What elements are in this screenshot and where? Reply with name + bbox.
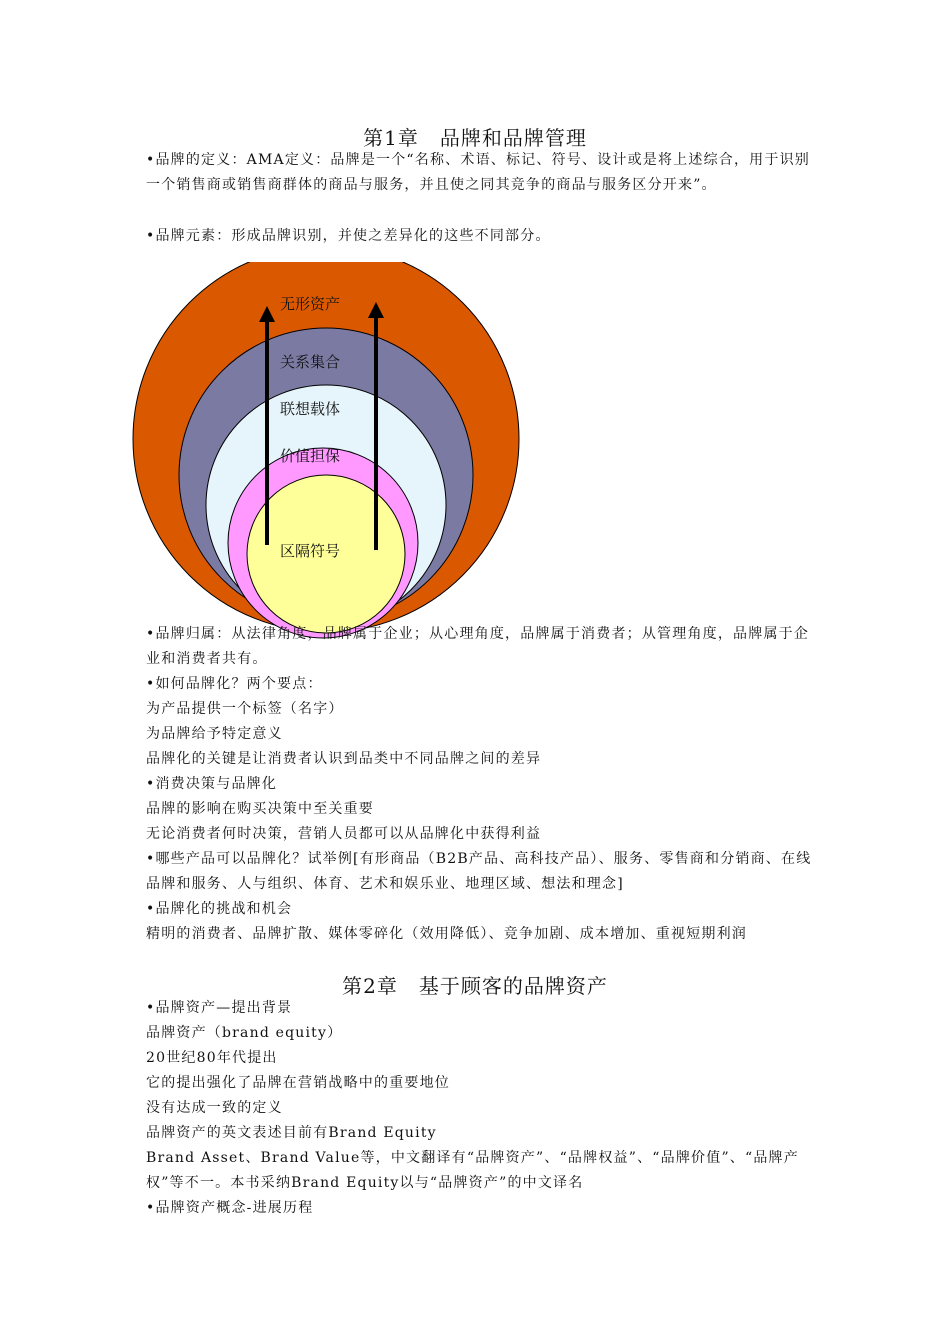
paragraph-consumer-decision: •消费决策与品牌化 bbox=[146, 776, 278, 792]
paragraph-line: 品牌资产的英文表述目前有Brand Equity bbox=[146, 1125, 437, 1141]
chapter-1-title: 第1章 品牌和品牌管理 bbox=[363, 126, 587, 150]
label-value-guarantee: 价值担保 bbox=[280, 447, 341, 465]
paragraph-line: 为品牌给予特定意义 bbox=[146, 726, 283, 742]
paragraph-line: 20世纪80年代提出 bbox=[146, 1050, 278, 1066]
paragraph-brand-ownership: •品牌归属：从法律角度，品牌属于企业；从心理角度，品牌属于消费者；从管理角度，品牌属于企业和消费者共有。 bbox=[146, 626, 810, 667]
paragraph-challenges: •品牌化的挑战和机会 bbox=[146, 901, 293, 917]
label-differentiation-symbol: 区隔符号 bbox=[280, 542, 341, 560]
label-relationship-set: 关系集合 bbox=[280, 353, 341, 371]
label-intangible-assets: 无形资产 bbox=[280, 295, 341, 313]
paragraph-equity-background: •品牌资产—提出背景 bbox=[146, 1000, 293, 1016]
paragraph-translations: Brand Asset、Brand Value等，中文翻译有“品牌资产”、“品牌权益”、“品牌价值”、“品牌产权”等不一。本书采纳Brand Equity以与“品牌资产”的中文译名 bbox=[146, 1150, 799, 1191]
paragraph-line: 它的提出强化了品牌在营销战略中的重要地位 bbox=[146, 1075, 450, 1091]
chapter-2-title: 第2章 基于顾客的品牌资产 bbox=[342, 974, 608, 998]
paragraph-line: 品牌资产（brand equity） bbox=[146, 1025, 343, 1041]
label-association-carrier: 联想载体 bbox=[280, 400, 341, 418]
paragraph-equity-history: •品牌资产概念-进展历程 bbox=[146, 1200, 314, 1216]
paragraph-line: 无论消费者何时决策，营销人员都可以从品牌化中获得利益 bbox=[146, 826, 542, 842]
paragraph-line: 没有达成一致的定义 bbox=[146, 1100, 283, 1116]
paragraph-how-to-brand: •如何品牌化？两个要点： bbox=[146, 676, 323, 692]
paragraph-line: 为产品提供一个标签（名字） bbox=[146, 701, 344, 717]
brand-concentric-diagram bbox=[130, 262, 530, 642]
paragraph-which-products: •哪些产品可以品牌化？试举例[有形商品（B2B产品、高科技产品）、服务、零售商和分销商、在线品牌和服务、人与组织、体育、艺术和娱乐业、地理区域、想法和理念] bbox=[146, 851, 812, 892]
paragraph-brand-elements: •品牌元素：形成品牌识别，并使之差异化的这些不同部分。 bbox=[146, 228, 551, 244]
paragraph-line: 品牌化的关键是让消费者认识到品类中不同品牌之间的差异 bbox=[146, 751, 542, 767]
paragraph-challenges-detail: 精明的消费者、品牌扩散、媒体零碎化（效用降低）、竞争加剧、成本增加、重视短期利润 bbox=[146, 926, 747, 942]
paragraph-line: 品牌的影响在购买决策中至关重要 bbox=[146, 801, 374, 817]
paragraph-brand-definition: •品牌的定义：AMA定义：品牌是一个“名称、术语、标记、符号、设计或是将上述综合，用于识别一个销售商或销售商群体的商品与服务，并且使之同其竞争的商品与服务区分开来”。 bbox=[146, 152, 810, 193]
